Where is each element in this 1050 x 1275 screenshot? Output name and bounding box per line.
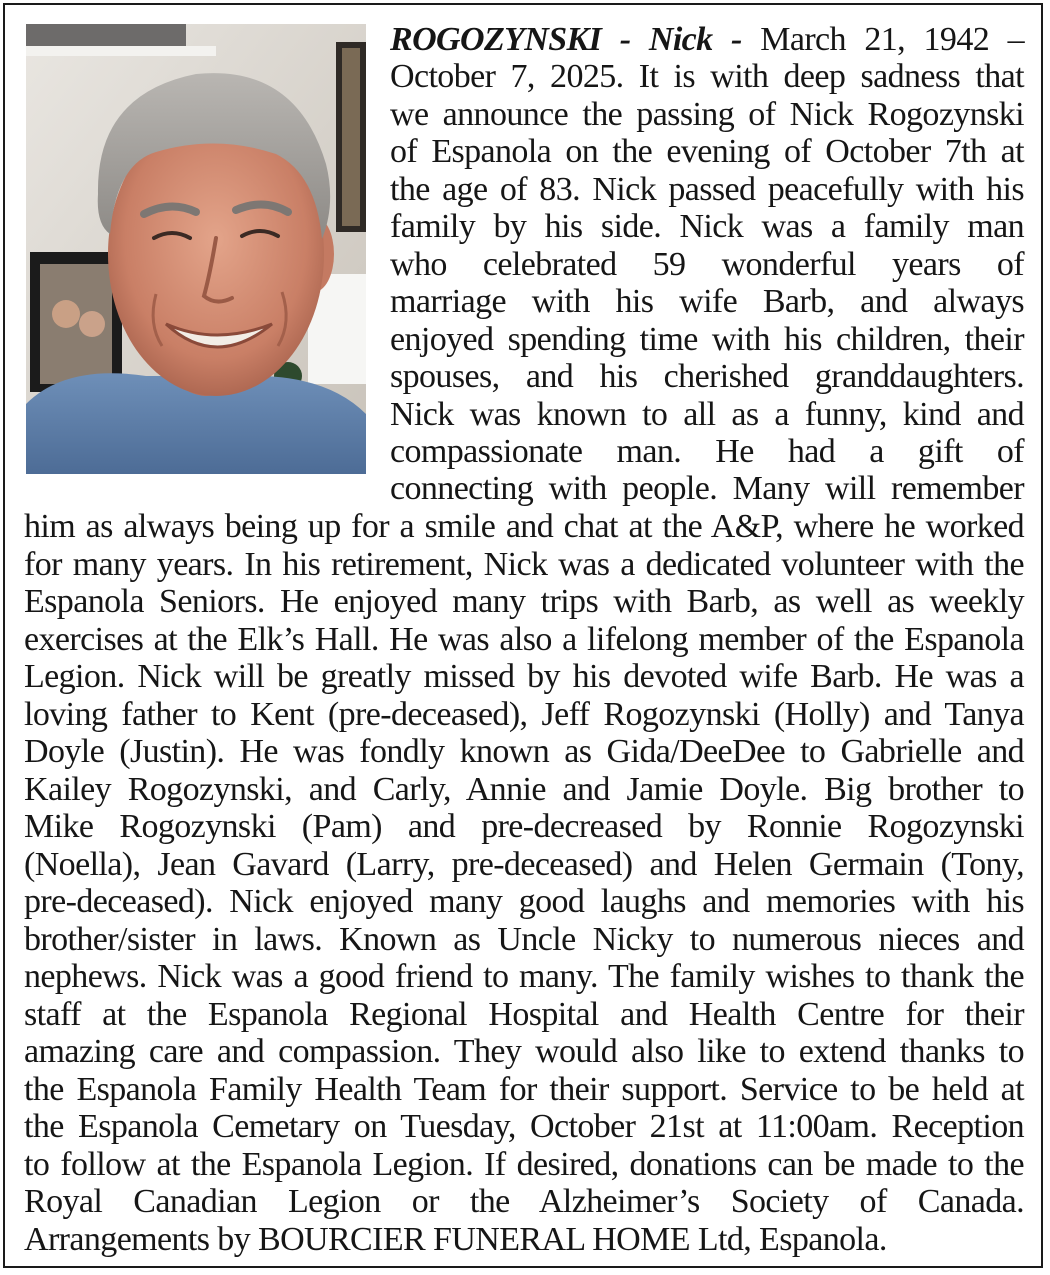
obituary-line: Arrangements by BOURCIER FUNERAL HOME Ltd, Espanola. — [24, 1221, 887, 1258]
obituary-line: for many years. In his retirement, Nick was a dedicated volunteer with the — [24, 546, 1024, 583]
obituary-line: the Espanola Cemetary on Tuesday, October 21st at 11:00am. Reception — [24, 1108, 1024, 1145]
obituary-line-1 — [390, 21, 1024, 59]
obituary-line: nephews. Nick was a good friend to many. The family wishes to thank the — [24, 958, 1024, 995]
obituary-line: to follow at the Espanola Legion. If desired, donations can be made to the — [24, 1146, 1024, 1183]
obituary-line: spouses, and his cherished granddaughters. — [390, 358, 1024, 395]
obituary-separator: - — [712, 21, 742, 58]
obituary-line: Doyle (Justin). He was fondly known as Gida/DeeDee to Gabrielle and — [24, 733, 1024, 770]
obituary-line: exercises at the Elk’s Hall. He was also a lifelong member of the Espanola — [24, 621, 1024, 658]
obituary-line: Royal Canadian Legion or the Alzheimer’s Society of Canada. — [24, 1183, 1024, 1220]
obituary-line: brother/sister in laws. Known as Uncle Nicky to numerous nieces and — [24, 921, 1024, 958]
obituary-line: we announce the passing of Nick Rogozynski — [390, 96, 1024, 133]
obituary-line: loving father to Kent (pre-deceased), Jeff Rogozynski (Holly) and Tanya — [24, 696, 1024, 733]
obituary-surname: ROGOZYNSKI — [390, 21, 602, 58]
obituary-line: compassionate man. He had a gift of — [390, 433, 1024, 470]
obituary-line: enjoyed spending time with his children, their — [390, 321, 1024, 358]
obituary-line: connecting with people. Many will remember — [390, 470, 1024, 507]
obituary-line: Kailey Rogozynski, and Carly, Annie and Jamie Doyle. Big brother to — [24, 771, 1024, 808]
obituary-line: pre-deceased). Nick enjoyed many good laughs and memories with his — [24, 883, 1024, 920]
obituary-line: October 7, 2025. It is with deep sadness that — [390, 58, 1024, 95]
obituary-line: of Espanola on the evening of October 7th at — [390, 133, 1024, 170]
obituary-line: the Espanola Family Health Team for their support. Service to be held at — [24, 1071, 1024, 1108]
obituary-dates: March 21, 1942 – — [741, 21, 1024, 58]
obituary-line: marriage with his wife Barb, and always — [390, 283, 1024, 320]
obituary-given-name: Nick — [648, 21, 713, 58]
obituary-line: staff at the Espanola Regional Hospital and Health Centre for their — [24, 996, 1024, 1033]
obituary-line: Espanola Seniors. He enjoyed many trips with Barb, as well as weekly — [24, 583, 1024, 620]
obituary-line: Legion. Nick will be greatly missed by his devoted wife Barb. He was a — [24, 658, 1024, 695]
obituary-line: (Noella), Jean Gavard (Larry, pre-deceased) and Helen Germain (Tony, — [24, 846, 1024, 883]
obituary-line: who celebrated 59 wonderful years of — [390, 246, 1024, 283]
obituary-line: family by his side. Nick was a family man — [390, 208, 1024, 245]
obituary-line: the age of 83. Nick passed peacefully with his — [390, 171, 1024, 208]
obituary-line: amazing care and compassion. They would also like to extend thanks to — [24, 1033, 1024, 1070]
obituary-separator: - — [601, 21, 649, 58]
obituary-line: him as always being up for a smile and chat at the A&P, where he worked — [24, 508, 1024, 545]
obituary-line: Nick was known to all as a funny, kind and — [390, 396, 1024, 433]
obituary-line: Mike Rogozynski (Pam) and pre-decreased by Ronnie Rogozynski — [24, 808, 1024, 845]
